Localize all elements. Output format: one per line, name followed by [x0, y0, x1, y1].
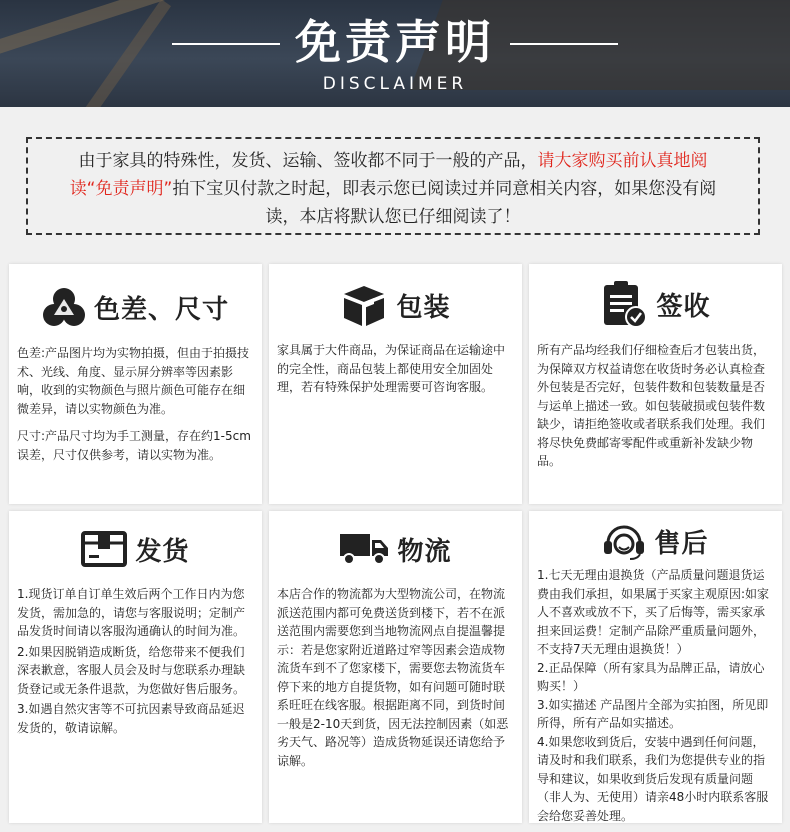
card-paragraph: 2.正品保障（所有家具为品牌正品，请放心购买！）: [537, 660, 765, 693]
card-paragraph: 3.如实描述 产品图片全部为实拍图，所见即所得，所有产品如实描述。: [537, 697, 769, 730]
package-box-icon: [340, 282, 388, 328]
card-title: 发货: [135, 536, 190, 567]
disclaimer-notice: [26, 137, 760, 235]
card-body: [277, 585, 516, 779]
card-paragraph: 本店合作的物流都为大型物流公司，在物流派送范围内都可免费送货到楼下，若不在派送范围内需要您到当地物流网点自提温馨提示：若是您家附近道路过窄等因素会造成物流货车到不了您家楼下，需要您去物流货车停下来的地方自提货物，如有问题可随时联系旺旺在线客服。根据距离不同，到货时间一般是2-10天到货，因无法控制因素（如恶劣天气、路况等）造成货物延误还请您给予谅解。: [277, 587, 509, 768]
card-shipping: [9, 511, 262, 823]
card-header: [529, 519, 782, 563]
card-paragraph: 色差:产品图片均为实物拍摄，但由于拍摄技术、光线、角度、显示屏分辨率等因素影响，收到的实物颜色与照片颜色可能存在细微差异，请以实物颜色为准。: [17, 346, 250, 416]
card-title: 签收: [656, 291, 711, 322]
card-title: 售后: [654, 528, 709, 559]
card-logistics: [269, 511, 522, 823]
card-body: [277, 341, 516, 406]
card-title: 物流: [397, 536, 452, 567]
card-header: [9, 527, 262, 571]
card-header: [269, 527, 522, 571]
card-color-size: [9, 264, 262, 504]
card-paragraph: 4.如果您收到货后，安装中遇到任何问题，请及时和我们联系，我们为您提供专业的指导和建议，如果收到货后发现有质量问题（非人为、无使用）请亲48小时内联系客服会给您妥善处理。: [537, 734, 769, 823]
card-header: [529, 278, 782, 330]
card-body: [17, 585, 256, 746]
card-title: 色差、尺寸: [93, 294, 229, 325]
card-header: [9, 284, 262, 330]
card-paragraph: 2.如果因脱销造成断货，给您带来不便我们深表歉意，客服人员会及时与您联系办理缺货登记或无条件退款，为您做好售后服务。: [17, 644, 246, 696]
header-banner: [0, 0, 790, 107]
clipboard-check-icon: [600, 279, 648, 329]
card-body: [537, 341, 776, 480]
color-circles-icon: [42, 286, 86, 328]
card-paragraph: 1.现货订单自订单生效后两个工作日内为您发货，需加急的，请您与客服说明；定制产品发货时间请以客服沟通确认的时间为准。: [17, 587, 246, 638]
notice-text: 由于家具的特殊性，发货、运输、签收都不同于一般的产品，: [78, 151, 538, 171]
card-paragraph: 3.如遇自然灾害等不可抗因素导致商品延迟发货的，敬请谅解。: [17, 702, 245, 735]
headset-icon: [602, 521, 646, 561]
card-paragraph: 尺寸:产品尺寸均为手工测量，存在约1-5cm误差，尺寸仅供参考，请以实物为准。: [17, 429, 251, 462]
card-header: [269, 282, 522, 328]
notice-highlight: 请大家购买前认真地阅读“免责声明”: [69, 151, 708, 199]
card-body: [17, 344, 256, 473]
shipping-box-icon: [81, 531, 127, 567]
page-subtitle: DISCLAIMER: [322, 74, 468, 94]
card-title: 包装: [396, 292, 451, 323]
truck-icon: [339, 532, 389, 566]
card-packaging: [269, 264, 522, 504]
card-aftersale: [529, 511, 782, 823]
card-paragraph: 所有产品均经我们仔细检查后才包装出货，为保障双方权益请您在收货时务必认真检查外包装是否完好，包装件数和包装数量是否与运单上描述一致。如包装破损或包装件数缺少，请拒绝签收或者联系我们处理。我们将尽快免费邮寄零配件或重新补发缺少物品。: [537, 343, 766, 468]
card-body: [537, 566, 776, 825]
card-paragraph: 1.七天无理由退换货（产品质量问题退货运费由我们承担，如果属于买家主观原因:如家人不喜欢或放不下，买了后悔等，需买家承担来回运费！定制产品除严重质量问题外，不支持7天无理由退换货！）: [537, 568, 770, 656]
notice-text: 拍下宝贝付款之时起，即表示您已阅读过并同意相关内容，如果您没有阅读，本店将默认您已仔细阅读了！: [172, 179, 717, 227]
card-paragraph: 家具属于大件商品，为保证商品在运输途中的完全性，商品包装上都使用安全加固处理，若有特殊保护处理需要可咨询客服。: [277, 343, 506, 394]
page-title: 免责声明: [295, 15, 495, 69]
card-signing: [529, 264, 782, 504]
